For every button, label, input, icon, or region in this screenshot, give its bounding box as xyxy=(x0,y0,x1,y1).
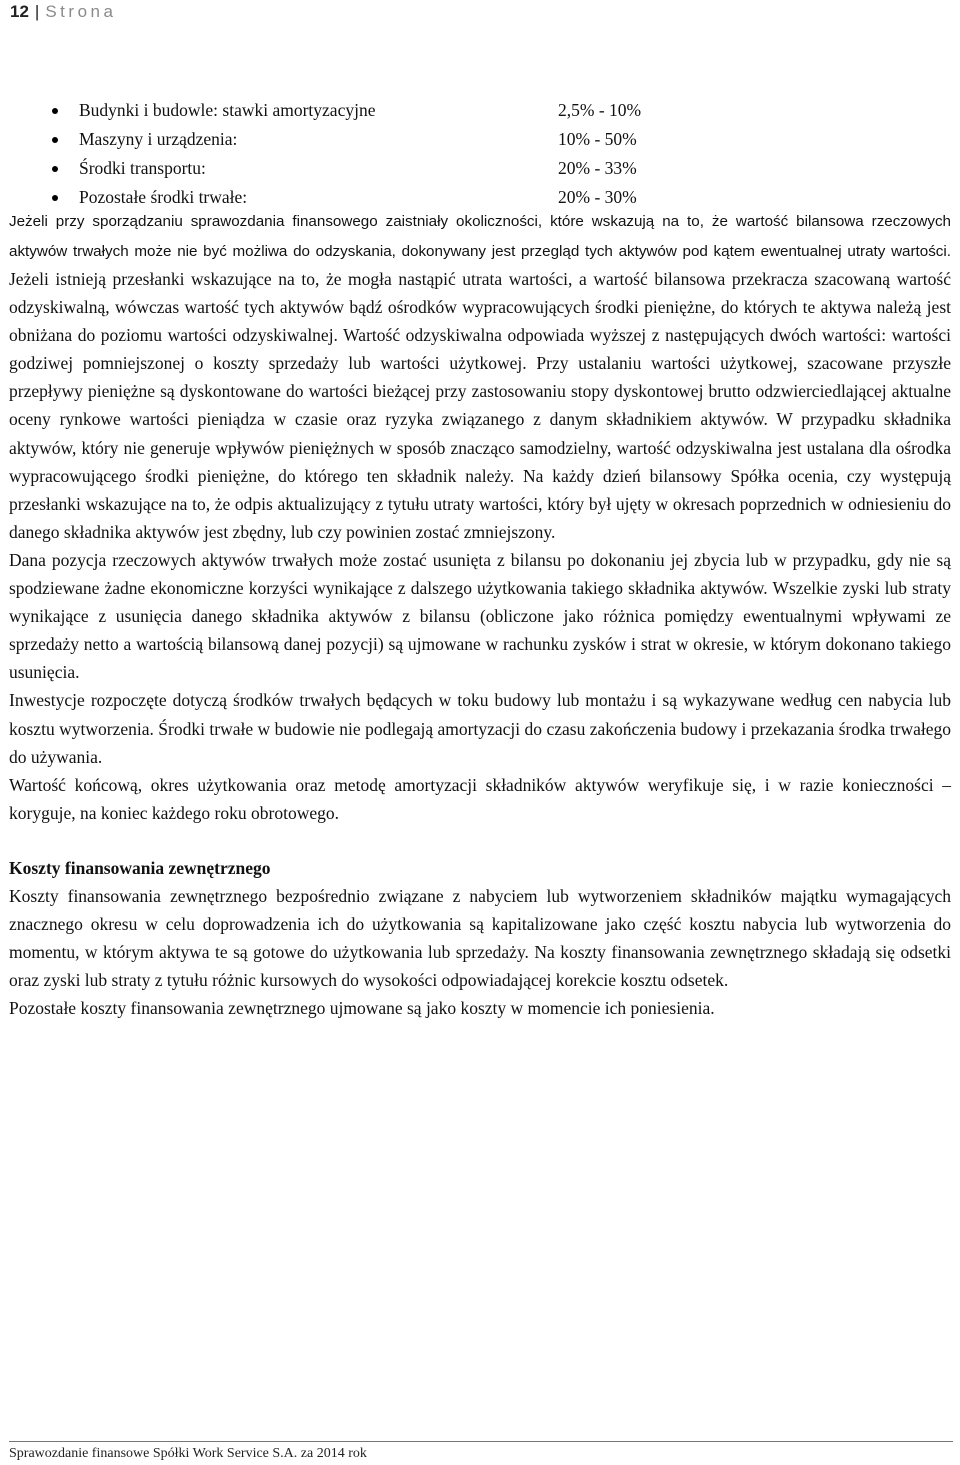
list-item-value: 20% - 30% xyxy=(558,187,637,207)
page-number: 12 xyxy=(10,2,29,21)
list-item-value: 20% - 33% xyxy=(558,158,637,178)
spacer xyxy=(9,827,951,854)
paragraph-borrowing-costs: Koszty finansowania zewnętrznego bezpośrednio związane z nabyciem lub wytworzeniem składników majątku wymagających znacznego okresu w celu doprowadzenia ich do użytkowania są kapitalizowane jako część kosztu nabycia lub wytworzenia do momentu, w którym aktywa te są gotowe do użytkowania lub sprzedaży. Na koszty finansowania zewnętrznego składają się odsetki oraz zyski lub straty z tytułu różnic kursowych do wysokości odpowiadającej korekcie kosztu odsetek. xyxy=(9,885,951,991)
paragraph-derecognition: Dana pozycja rzeczowych aktywów trwałych może zostać usunięta z bilansu po dokonaniu jej zbycia lub w przypadku, gdy nie są spodziewane żadne ekonomiczne korzyści wynikające z dalszego użytkowania takiego składnika aktywów. Wszelkie zyski lub straty wynikające z usunięcia danego składnika aktywów z bilansu (obliczone jako różnica pomiędzy ewentualnymi wpływami ze sprzedaży netto a wartością bilansową danej pozycji) są ujmowane w rachunku zysków i strat w okresie, w którym dokonano takiego usunięcia. xyxy=(9,549,951,683)
list-item xyxy=(0,125,700,154)
page-header xyxy=(10,2,116,22)
document-body xyxy=(9,206,951,1022)
list-item xyxy=(0,96,700,125)
list-item-label: Środki transportu: xyxy=(79,158,206,178)
paragraph-residual-value: Wartość końcową, okres użytkowania oraz metodę amortyzacji składników aktywów weryfikuje się, i w razie konieczności – koryguje, na koniec każdego roku obrotowego. xyxy=(9,774,951,823)
bullet-icon xyxy=(52,137,58,143)
page-footer: Sprawozdanie finansowe Spółki Work Service S.A. za 2014 rok xyxy=(9,1441,953,1462)
list-item-label: Budynki i budowle: stawki amortyzacyjne xyxy=(79,100,376,120)
bullet-icon xyxy=(52,166,58,172)
list-item-value: 10% - 50% xyxy=(558,129,637,149)
paragraph-investments: Inwestycje rozpoczęte dotyczą środków trwałych będących w toku budowy lub montażu i są wykazywane według cen nabycia lub kosztu wytworzenia. Środki trwałe w budowie nie podlegają amortyzacji do czasu zakończenia budowy i przekazania środka trwałego do używania. xyxy=(9,690,951,767)
page-word: Strona xyxy=(45,2,117,21)
list-item-label: Pozostałe środki trwałe: xyxy=(79,187,248,207)
paragraph-impairment xyxy=(9,206,951,546)
section-heading: Koszty finansowania zewnętrznego xyxy=(9,857,271,878)
list-item-label: Maszyny i urządzenia: xyxy=(79,129,238,149)
list-item-value: 2,5% - 10% xyxy=(558,100,642,120)
paragraph-impairment-intro: Jeżeli przy sporządzaniu sprawozdania finansowego zaistniały okoliczności, które wskazują na to, że wartość bilansowa rzeczowych aktywów trwałych może nie być możliwa do odzyskania, dokonywany jest przegląd tych aktywów pod kątem ewentualnej utraty wartości. xyxy=(9,213,951,260)
depreciation-rates-list xyxy=(0,96,700,212)
header-separator: | xyxy=(34,2,40,21)
paragraph-impairment-rest: Jeżeli istnieją przesłanki wskazujące na to, że mogła nastąpić utrata wartości, a wartość bilansowa przekracza szacowaną wartość odzyskiwalną, wówczas wartość tych aktywów bądź ośrodków wypracowujących środki pieniężne, do których te aktywa należą jest obniżana do poziomu wartości odzyskiwalnej. Wartość odzyskiwalna odpowiada wyższej z następujących dwóch wartości: wartości godziwej pomniejszonej o koszty sprzedaży lub wartości użytkowej. Przy ustalaniu wartości użytkowej, szacowane przyszłe przepływy pieniężne są dyskontowane do wartości bieżącej przy zastosowaniu stopy dyskontowej brutto odzwierciedlającej aktualne oceny rynkowe wartości pieniądza w czasie oraz ryzyka związanego z danym składnikiem aktywów. W przypadku składnika aktywów, który nie generuje wpływów pieniężnych w sposób znacząco samodzielny, wartość odzyskiwalna jest ustalana dla ośrodka wypracowującego środki pieniężne, do którego ten składnik należy. Na każdy dzień bilansowy Spółka ocenia, czy występują przesłanki wskazujące na to, że odpis aktualizujący z tytułu utraty wartości, który był ujęty w okresach poprzednich w odniesieniu do danego składnika aktywów jest zbędny, lub czy powinien zostać zmniejszony. xyxy=(9,269,951,542)
bullet-icon xyxy=(52,108,58,114)
bullet-icon xyxy=(52,195,58,201)
paragraph-other-borrowing-costs: Pozostałe koszty finansowania zewnętrznego ujmowane są jako koszty w momencie ich poniesienia. xyxy=(9,998,715,1019)
list-item xyxy=(0,154,700,183)
